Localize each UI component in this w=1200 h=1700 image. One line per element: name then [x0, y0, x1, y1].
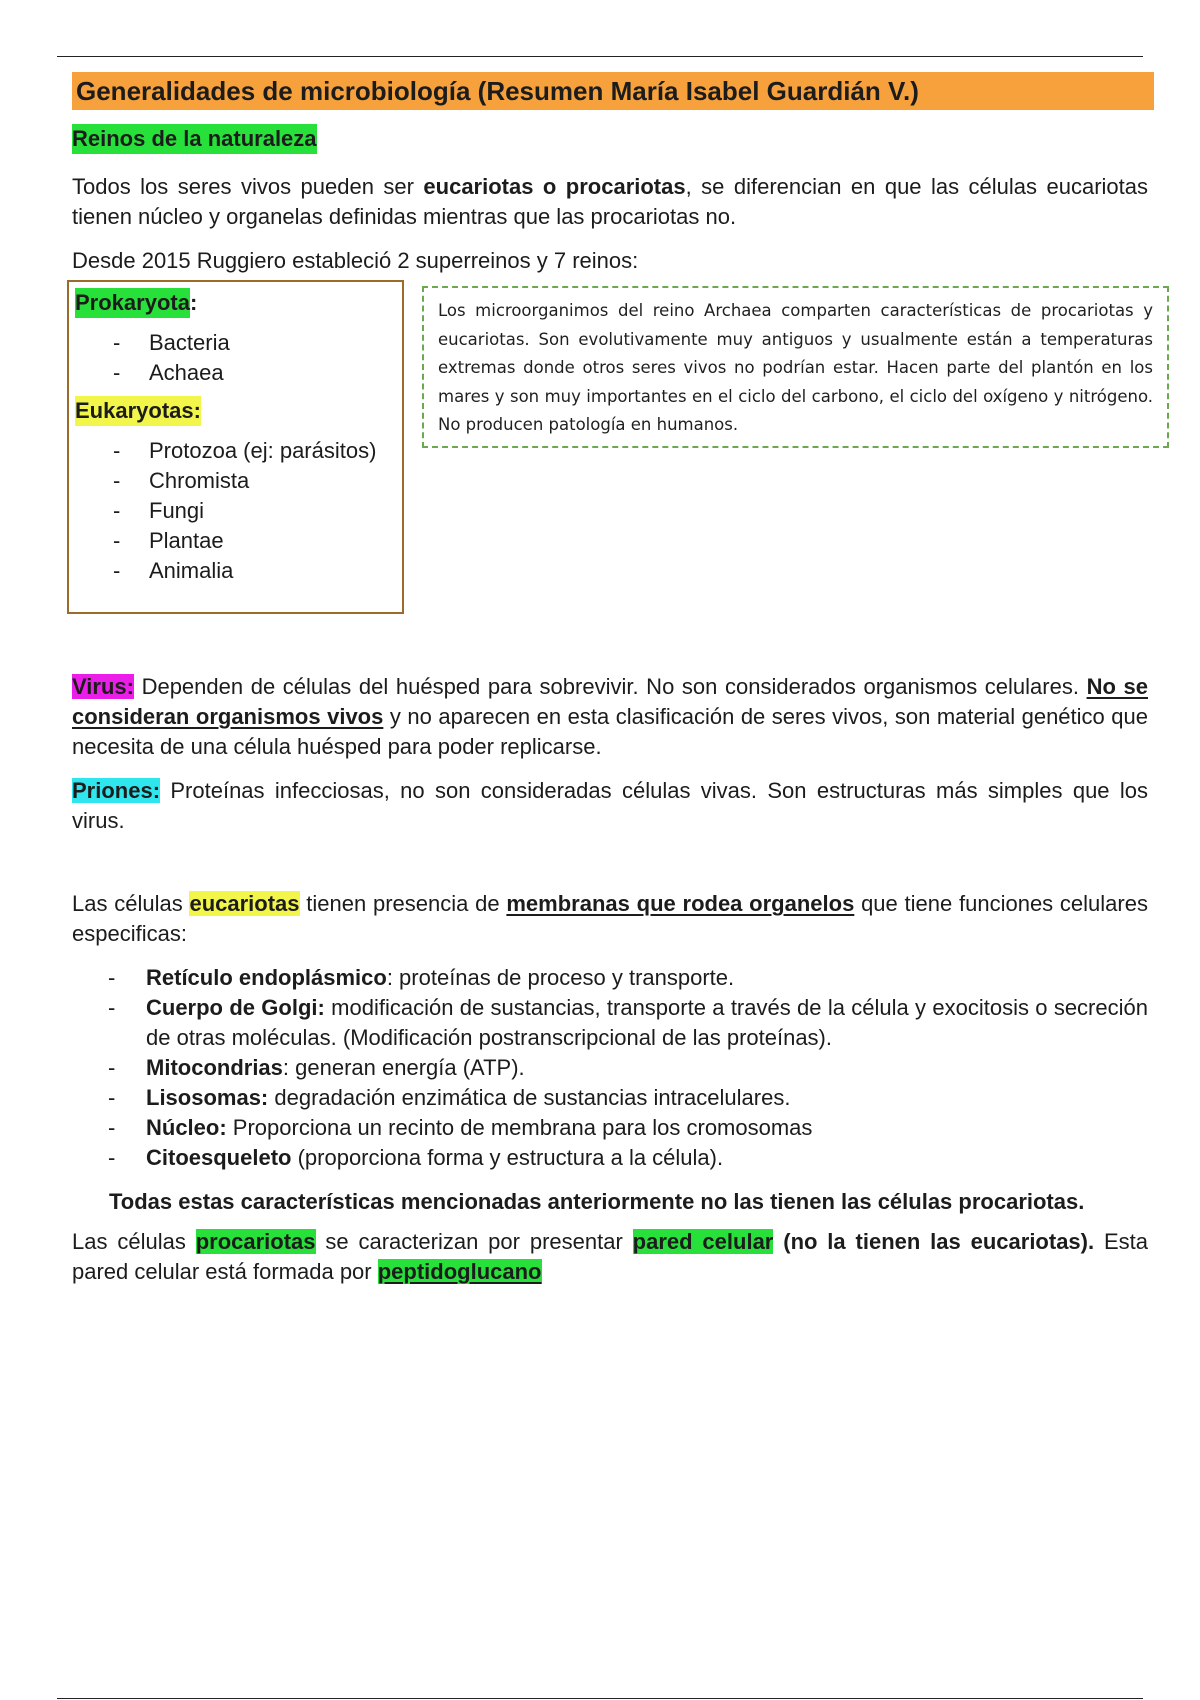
section-heading: Reinos de la naturaleza [72, 124, 317, 154]
list-item: - Bacteria [75, 328, 396, 358]
prokaryota-list [75, 328, 396, 388]
organelles-list [72, 963, 1148, 1173]
eukaryotic-paragraph: Las células eucariotas tienen presencia de membranas que rodea organelos que tiene funciones celulares especificas: [72, 891, 1148, 946]
ruggiero-paragraph: Desde 2015 Ruggiero estableció 2 superreinos y 7 reinos: [72, 248, 639, 273]
list-item: - Protozoa (ej: parásitos) [75, 436, 396, 466]
virus-paragraph: Virus: Dependen de células del huésped para sobrevivir. No son considerados organismos celulares. No se consideran organismos vivos y no aparecen en esta clasificación de seres vivos, son material genético que necesita de una célula huésped para poder replicarse. [72, 674, 1149, 759]
emphasis-paragraph: Todas estas características mencionadas anteriormente no las tienen las células procariotas. [109, 1189, 1085, 1214]
top-rule [57, 56, 1143, 57]
bottom-rule [57, 1698, 1143, 1699]
virus-label: Virus: [72, 674, 134, 699]
priones-label: Priones: [72, 778, 161, 803]
priones-paragraph: Priones: Proteínas infecciosas, no son consideradas células vivas. Son estructuras más simples que los virus. [72, 778, 1148, 833]
document-body [72, 72, 1162, 1284]
list-item: - Mitocondrias: generan energía (ATP). [72, 1053, 1148, 1083]
list-item: - Chromista [75, 466, 396, 496]
list-item: - Achaea [75, 358, 396, 388]
prokaryotic-paragraph: Las células procariotas se caracterizan por presentar pared celular (no la tienen las eucariotas). Esta pared celular está formada por peptidoglucano [72, 1229, 1149, 1284]
list-item: - Retículo endoplásmico: proteínas de proceso y transporte. [72, 963, 1148, 993]
document-title: Generalidades de microbiología (Resumen María Isabel Guardián V.) [72, 72, 1154, 110]
kingdoms-box: Prokaryota: - Bacteria - Achaea Eukaryotas: - Protozoa (ej: parásitos) - Chromista - Fungi - Plantae - Animalia [67, 280, 404, 614]
list-item: - Citoesqueleto (proporciona forma y estructura a la célula). [72, 1143, 1148, 1173]
eukaryota-label: Eukaryotas: [75, 396, 201, 426]
list-item: - Núcleo: Proporciona un recinto de membrana para los cromosomas [72, 1113, 1148, 1143]
list-item: - Plantae [75, 526, 396, 556]
eukaryota-list [75, 436, 396, 586]
list-item: - Animalia [75, 556, 396, 586]
lower-section [72, 672, 1148, 1287]
list-item: - Cuerpo de Golgi: modificación de sustancias, transporte a través de la célula y exocitosis o secreción de otras moléculas. (Modificación postranscripcional de las proteínas). [72, 993, 1148, 1053]
archaea-note: Los microorganimos del reino Archaea comparten características de procariotas y eucariotas. Son evolutivamente muy antiguos y usualmente están a temperaturas extremas donde otros seres vivos no podrían estar. Hacen parte del plantón en los mares y son muy importantes en el ciclo del carbono, el ciclo del oxígeno y nitrógeno. No producen patología en humanos. [422, 286, 1169, 448]
list-item: - Lisosomas: degradación enzimática de sustancias intracelulares. [72, 1083, 1148, 1113]
intro-paragraph: Todos los seres vivos pueden ser eucariotas o procariotas, se diferencian en que las células eucariotas tienen núcleo y organelas definidas mientras que las procariotas no. [72, 174, 1148, 229]
prokaryota-label: Prokaryota [75, 288, 190, 318]
list-item: - Fungi [75, 496, 396, 526]
